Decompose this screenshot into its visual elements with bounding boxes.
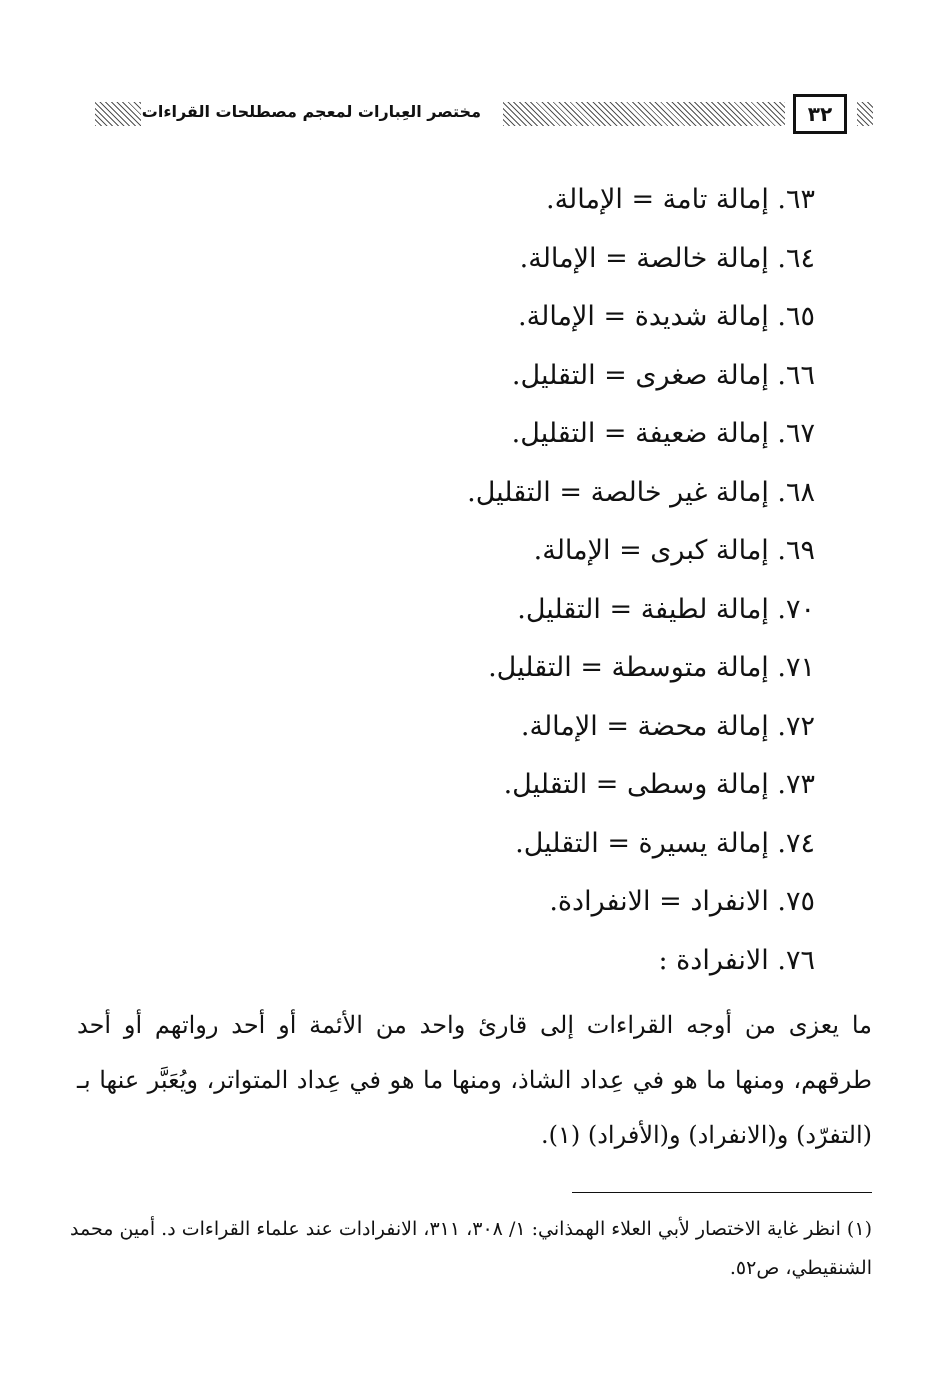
page-number: ٣٢ <box>793 94 847 134</box>
list-item: ٦٧. إمالة ضعيفة = التقليل. <box>511 418 815 449</box>
book-title: مختصر العِبارات لمعجم مصطلحات القراءات <box>141 102 481 121</box>
page-header <box>95 92 873 140</box>
list-item: ٧٥. الانفراد = الانفرادة. <box>549 886 815 917</box>
header-ornament-left <box>95 102 141 126</box>
footnote: (١) انظر غاية الاختصار لأبي العلاء الهمذاني: ١/ ٣٠٨، ٣١١، الانفرادات عند علماء القراءات د. أمين محمد الشنقيطي، ص٥٢. <box>70 1218 872 1279</box>
list-item: ٧٤. إمالة يسيرة = التقليل. <box>515 827 815 859</box>
list-item: ٦٩. إمالة كبرى = الإمالة. <box>533 535 815 566</box>
list-item: ٦٣. إمالة تامة = الإمالة. <box>546 184 815 215</box>
list-item: ٧١. إمالة متوسطة = التقليل. <box>488 652 815 683</box>
terms-list <box>467 180 815 999</box>
list-item: ٧٠. إمالة لطيفة = التقليل. <box>517 593 815 625</box>
list-item: ٧٣. إمالة وسطى = التقليل. <box>503 769 815 800</box>
list-item: ٦٤. إمالة خالصة = الإمالة. <box>519 242 815 274</box>
list-item: ٦٨. إمالة غير خالصة = التقليل. <box>467 476 815 508</box>
list-item: ٦٦. إمالة صغرى = التقليل. <box>511 359 815 391</box>
header-ornament-middle <box>503 102 785 126</box>
list-item: ٧٢. إمالة محضة = الإمالة. <box>520 710 815 742</box>
list-item: ٧٦. الانفرادة : <box>658 944 815 976</box>
header-ornament-right <box>857 102 873 126</box>
footnote-divider <box>572 1192 872 1193</box>
list-item: ٦٥. إمالة شديدة = الإمالة. <box>518 301 815 332</box>
definition-paragraph: ما يعزى من أوجه القراءات إلى قارئ واحد من الأئمة أو أحد رواتهم أو أحد طرقهم، ومنها ما هو في عِداد الشاذ، ومنها ما هو في عِداد المتواتر، ويُعَبَّر عنها بـ (التفرّد) و(الانفراد) و(الأفراد) (١). <box>77 1011 872 1149</box>
